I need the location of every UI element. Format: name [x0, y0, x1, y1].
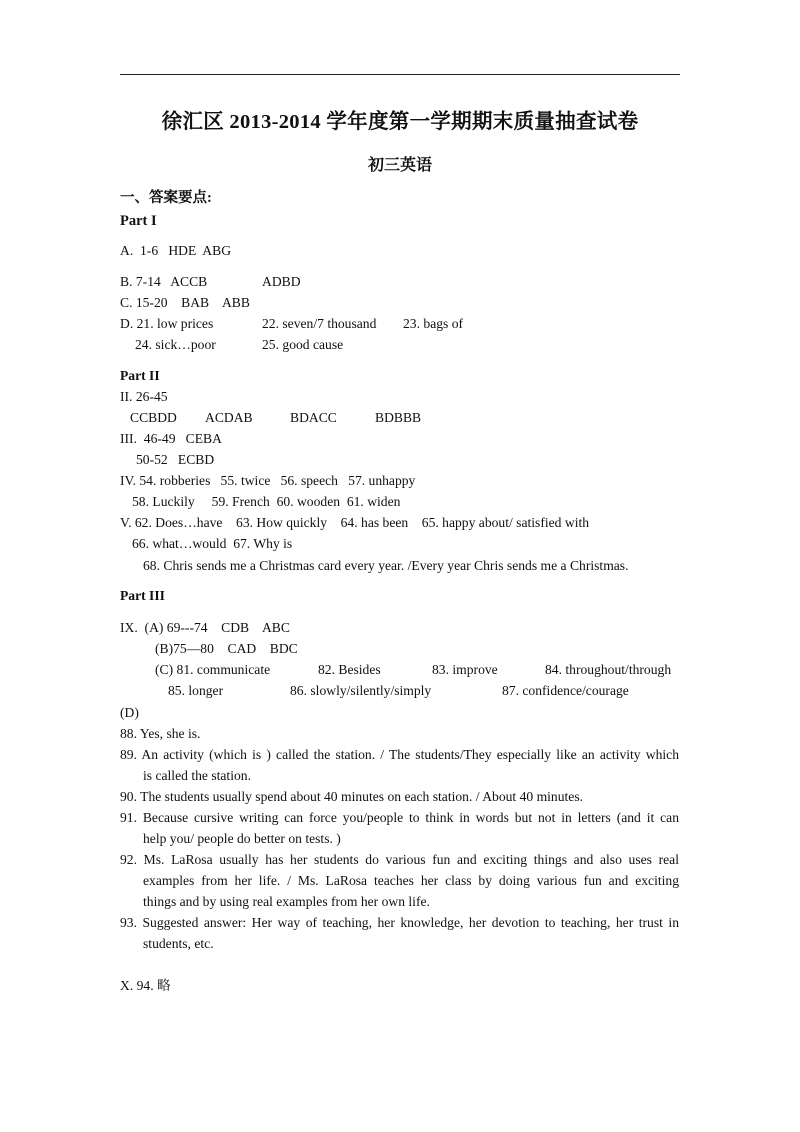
part3-ix-c-83: 83. improve — [432, 662, 498, 677]
page-subtitle: 初三英语 — [367, 157, 432, 174]
part1-a: A. 1-6 HDE ABG — [120, 243, 232, 258]
part2-heading: Part II — [120, 368, 160, 383]
part2-ii-group-1: CCBDD — [130, 410, 177, 425]
part2-iv-2: 58. Luckily 59. French 60. wooden 61. widen — [132, 494, 401, 509]
section-heading: 一、答案要点: — [120, 190, 212, 206]
part2-ii-group-4: BDBBB — [375, 410, 422, 425]
part3-ix-c-85: 85. longer — [168, 683, 224, 698]
answer-90: 90. The students usually spend about 40 minutes on each station. / About 40 minutes. — [120, 789, 584, 804]
header-rule — [120, 74, 680, 75]
part3-ix-c-87: 87. confidence/courage — [502, 683, 629, 698]
answer-89-line-2: is called the station. — [143, 768, 251, 783]
part1-d-22: 22. seven/7 thousand — [262, 316, 377, 331]
part2-ii-group-2: ACDAB — [205, 410, 253, 425]
part1-d-25: 25. good cause — [262, 337, 344, 352]
part1-d-23: 23. bags of — [403, 316, 464, 331]
part2-v-2: 66. what…would 67. Why is — [132, 536, 293, 551]
answer-92-line-3: things and by using real examples from her own life. — [143, 894, 430, 909]
part1-d-21: D. 21. low prices — [120, 316, 214, 331]
part3-d-label: (D) — [120, 705, 139, 720]
page-title: 徐汇区 2013-2014 学年度第一学期期末质量抽查试卷 — [161, 111, 639, 133]
part1-d-24: 24. sick…poor — [135, 337, 216, 352]
part1-b-1: B. 7-14 ACCB — [120, 274, 208, 289]
answer-89-line-1: 89. An activity (which is ) called the station. / The students/They especially like an activity which — [120, 747, 679, 762]
part2-iii-1: III. 46-49 CEBA — [120, 431, 222, 446]
part1-c: C. 15-20 BAB ABB — [120, 295, 250, 310]
answer-91-line-1: 91. Because cursive writing can force you/people to think in words but not in letters (and it can — [120, 810, 679, 825]
part2-iii-2: 50-52 ECBD — [136, 452, 215, 467]
part3-ix-c-82: 82. Besides — [318, 662, 381, 677]
part2-iv-1: IV. 54. robberies 55. twice 56. speech 57. unhappy — [120, 473, 416, 488]
answer-91-line-2: help you/ people do better on tests. ) — [143, 831, 341, 846]
part1-b-2: ADBD — [262, 274, 301, 289]
answer-92-line-1: 92. Ms. LaRosa usually has her students do various fun and exciting things and also uses real — [120, 852, 679, 867]
part2-v-1: V. 62. Does…have 63. How quickly 64. has been 65. happy about/ satisfied with — [120, 515, 590, 530]
part3-ix-b: (B)75—80 CAD BDC — [155, 641, 298, 656]
part3-ix-a: IX. (A) 69---74 CDB ABC — [120, 620, 290, 635]
part3-ix-c-81: (C) 81. communicate — [155, 662, 271, 677]
answer-93-line-1: 93. Suggested answer: Her way of teaching, her knowledge, her devotion to teaching, her trust in — [120, 915, 679, 930]
part3-heading: Part III — [120, 588, 165, 603]
part1-heading: Part I — [120, 213, 157, 229]
part2-ii: II. 26-45 — [120, 389, 168, 404]
answer-88: 88. Yes, she is. — [120, 726, 201, 741]
answer-93-line-2: students, etc. — [143, 936, 214, 951]
part2-v-3: 68. Chris sends me a Christmas card every year. /Every year Chris sends me a Christmas. — [143, 558, 629, 573]
part2-ii-group-3: BDACC — [290, 410, 337, 425]
answer-92-line-2: examples from her life. / Ms. LaRosa teaches her class by doing various fun and exciting — [143, 873, 679, 888]
part3-ix-c-86: 86. slowly/silently/simply — [290, 683, 432, 698]
answer-94: X. 94. 略 — [120, 978, 171, 993]
part3-ix-c-84: 84. throughout/through — [545, 662, 672, 677]
